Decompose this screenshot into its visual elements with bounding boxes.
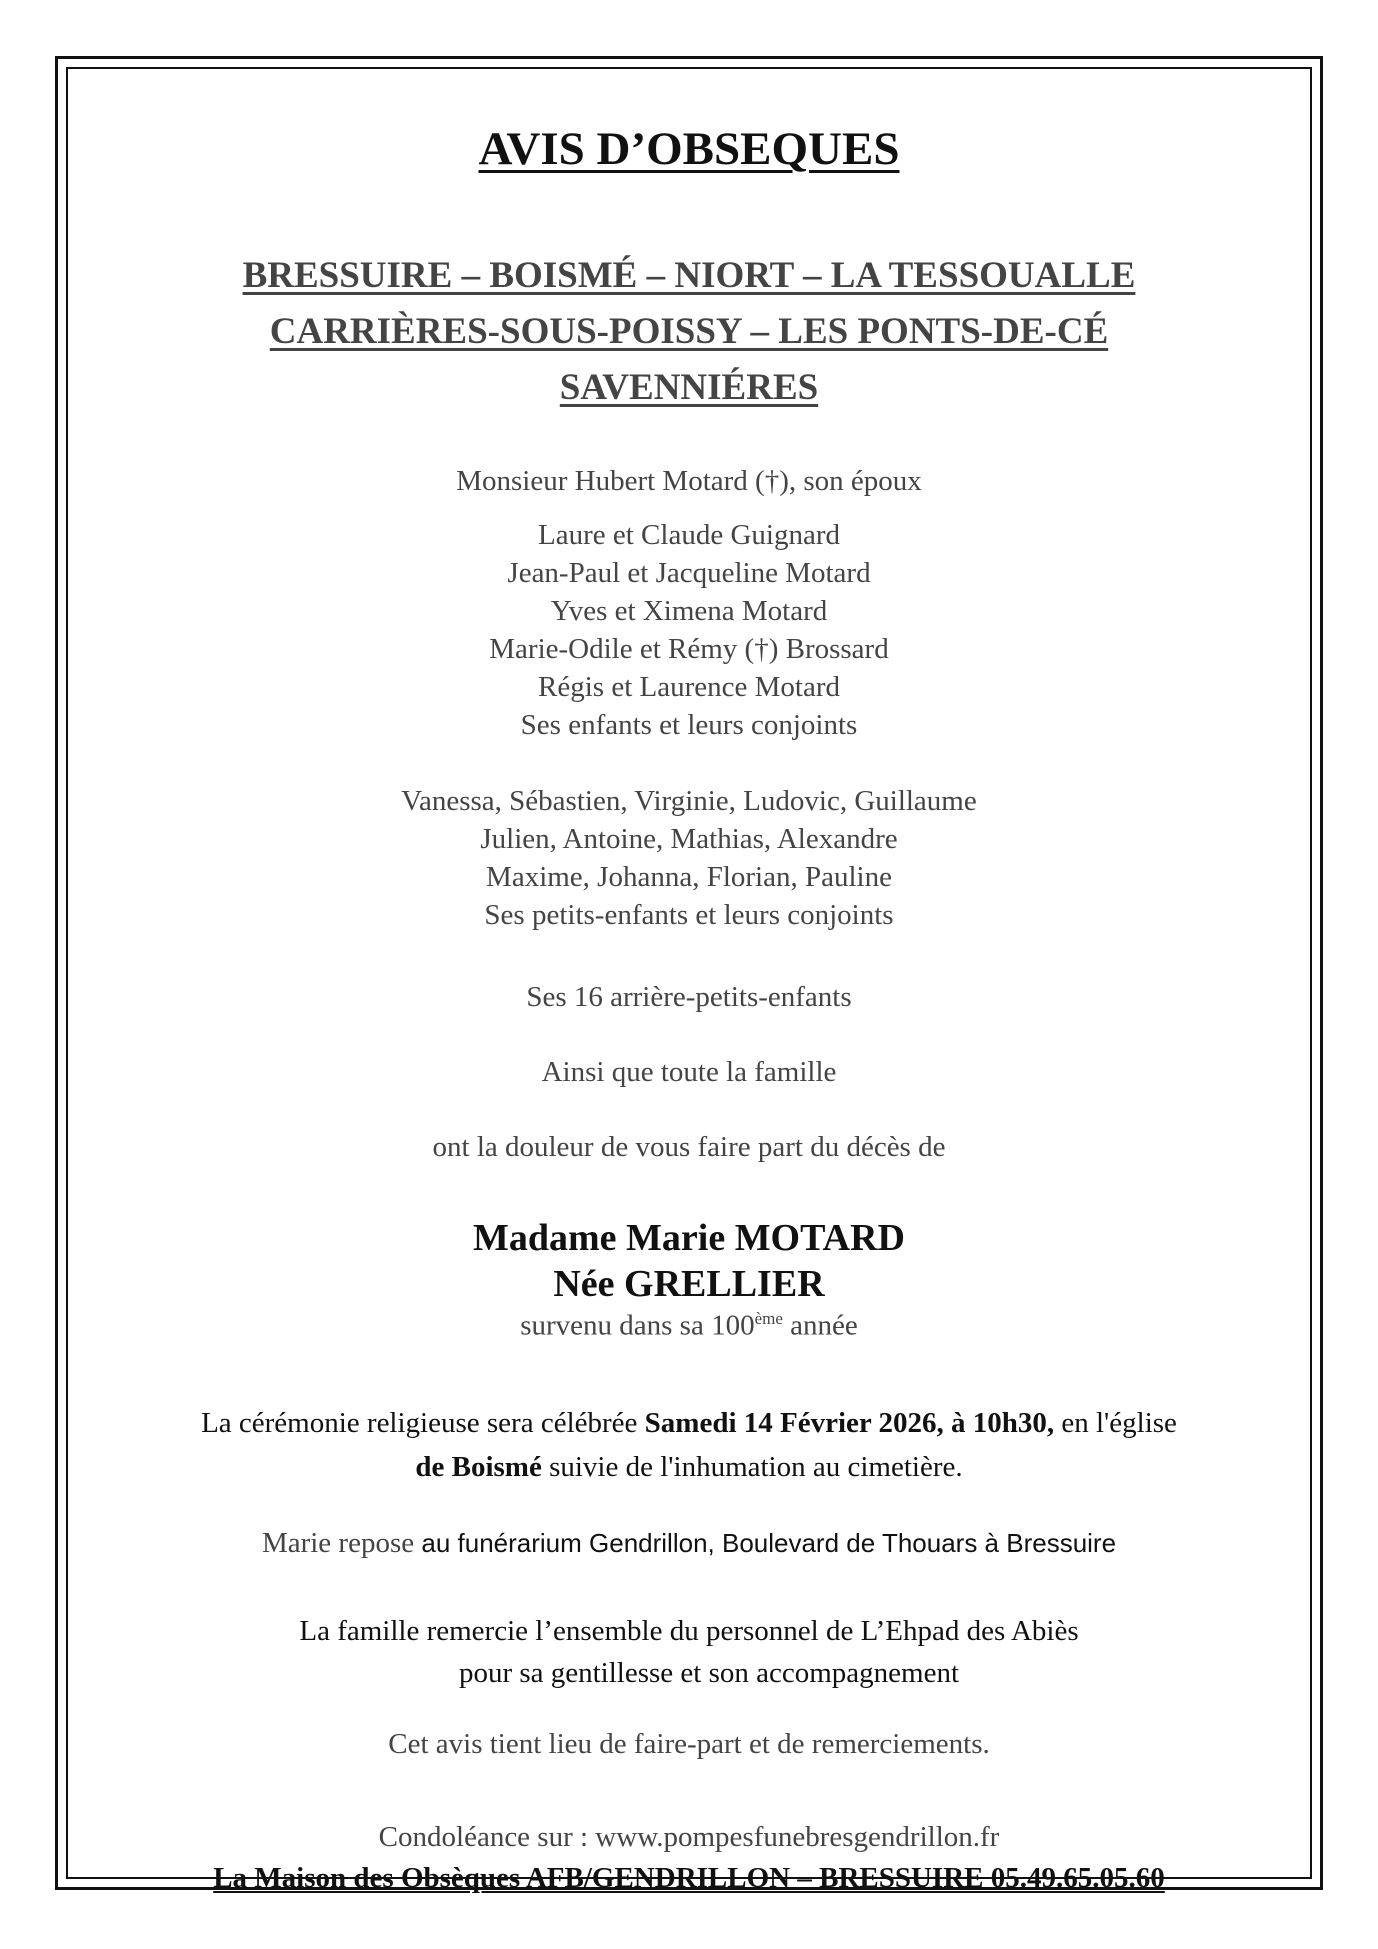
page-title: AVIS D’OBSEQUES <box>478 123 900 175</box>
ceremony-info <box>70 1401 1308 1489</box>
list-item: Vanessa, Sébastien, Virginie, Ludovic, Guillaume <box>401 785 977 817</box>
age-superscript: ème <box>754 1309 783 1328</box>
places-line: SAVENNIÉRES <box>559 367 819 408</box>
ceremony-place: de Boismé <box>415 1451 542 1483</box>
list-item: Régis et Laurence Motard <box>538 671 840 703</box>
places-line: CARRIÈRES-SOUS-POISSY – LES PONTS-DE-CÉ <box>269 311 1109 352</box>
spouse-line: Monsieur Hubert Motard (†), son époux <box>456 465 922 497</box>
ceremony-text: suivie de l'inhumation au cimetière. <box>541 1451 963 1483</box>
list-item: Laure et Claude Guignard <box>538 519 840 551</box>
funeral-home-line: La Maison des Obsèques AFB/GENDRILLON – BRESSUIRE 05.49.65.05.60 <box>213 1862 1165 1894</box>
repose-line <box>70 1527 1308 1560</box>
notice-note: Cet avis tient lieu de faire-part et de remerciements. <box>388 1728 990 1760</box>
thanks-line: La famille remercie l’ensemble du personnel de L’Ehpad des Abiès <box>299 1615 1079 1647</box>
age-prefix: survenu dans sa 100 <box>520 1309 755 1342</box>
deceased-maiden-name: Née GRELLIER <box>553 1263 825 1305</box>
list-item: Marie-Odile et Rémy (†) Brossard <box>489 633 889 665</box>
repose-text: Marie repose <box>261 1527 422 1559</box>
list-item: Ses enfants et leurs conjoints <box>520 709 858 741</box>
list-item: Julien, Antoine, Mathias, Alexandre <box>480 823 898 855</box>
deceased-name-block <box>70 1215 1308 1307</box>
age-line <box>70 1309 1308 1343</box>
age-suffix: année <box>782 1309 858 1342</box>
ceremony-text: en l'église <box>1054 1407 1177 1439</box>
list-item: Maxime, Johanna, Florian, Pauline <box>486 861 892 893</box>
grandchildren-list <box>70 782 1308 934</box>
list-item: Ses petits-enfants et leurs conjoints <box>484 899 894 931</box>
thanks-line: pour sa gentillesse et son accompagnement <box>458 1657 960 1689</box>
places-line: BRESSUIRE – BOISMÉ – NIORT – LA TESSOUALLE <box>242 255 1136 296</box>
ceremony-date: Samedi 14 Février 2026, à 10h30, <box>644 1407 1055 1439</box>
family-line: Ainsi que toute la famille <box>541 1056 837 1088</box>
places-heading <box>70 248 1308 416</box>
list-item: Yves et Ximena Motard <box>550 595 828 627</box>
condolences-line: Condoléance sur : www.pompesfunebresgendrillon.fr <box>378 1821 1000 1853</box>
deceased-name: Madame Marie MOTARD <box>473 1217 905 1259</box>
children-list <box>70 516 1308 744</box>
thanks-block <box>70 1610 1308 1694</box>
ceremony-text: La cérémonie religieuse sera célébrée <box>201 1407 645 1439</box>
great-grandchildren-line: Ses 16 arrière-petits-enfants <box>526 981 852 1013</box>
repose-location: au funérarium Gendrillon, Boulevard de Thouars à Bressuire <box>421 1528 1117 1558</box>
announcement-line: ont la douleur de vous faire part du décès de <box>432 1131 946 1163</box>
list-item: Jean-Paul et Jacqueline Motard <box>507 557 871 589</box>
